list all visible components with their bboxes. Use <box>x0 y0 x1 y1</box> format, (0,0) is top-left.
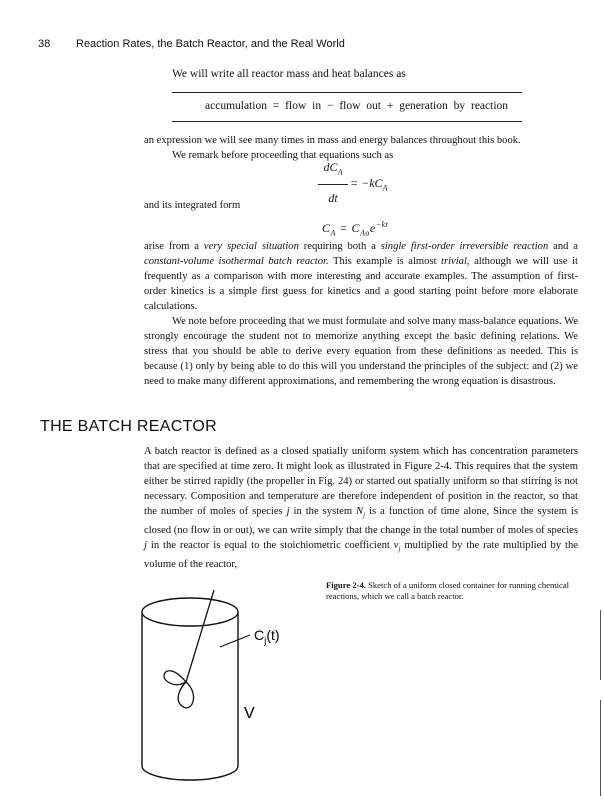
paragraph-2: arise from a very special situation requiring both a single first-order irreversible reaction and a constant-volume isothermal batch reactor. This example is almost trivial, although we will use it frequently as a comparison with more interesting and accurate examples. The assumption of first-order kinetics is a simple first guess for kinetics and a good starting point before more elaborate calculations. <box>144 241 578 312</box>
section-title: THE BATCH REACTOR <box>40 418 217 435</box>
rate-numerator: $dC_A$ <box>323 160 343 177</box>
paragraph-1-line-2: We remark before proceeding that equations such as <box>172 150 394 161</box>
rate-denominator: dt <box>328 191 338 206</box>
paragraph-3: We note before proceeding that we must formulate and solve many mass-balance equations. We strongly encourage the student not to memorize anything except the basic defining relations. We stress that you should be able to derive every equation from these definitions as needed. This is because (1) only by being able to do this will you understand the principles of the subject: and (2) we need to make many different approximations, and remembering the wrong equation is disastrous. <box>144 316 578 387</box>
vessel-bottom <box>142 766 238 780</box>
vessel-top <box>142 598 238 626</box>
equation-rule-bottom <box>172 121 522 122</box>
concentration-leader-line <box>220 635 250 647</box>
propeller-blade-1 <box>164 671 186 685</box>
figure-caption: Figure 2-4. Sketch of a uniform closed container for running chemical reactions, which we call a batch reactor. <box>326 580 570 601</box>
page-number: 38 <box>38 38 51 50</box>
equation-rule-top <box>172 92 522 93</box>
running-title: Reaction Rates, the Batch Reactor, and the Real World <box>76 38 345 50</box>
paragraph-1-line-1: an expression we will see many times in mass and energy balances throughout this book. <box>144 135 521 146</box>
stirrer-shaft <box>186 590 214 682</box>
integrated-equation: $C_A = C_{Ao}e^{-kt}$ <box>322 220 389 238</box>
propeller-blade-2 <box>178 682 193 708</box>
integrated-form-intro: and its integrated form <box>144 200 241 211</box>
balance-equation: accumulation = flow in − flow out + generation by reaction <box>205 100 509 112</box>
volume-label: V <box>244 705 255 722</box>
paragraph-4: A batch reactor is defined as a closed spatially uniform system which has concentration parameters that are specified at time zero. It might look as illustrated in Figure 2-4. This requires that the system either be stirred rapidly (the propeller in Fig. 24) or started out spatially uniform so that stirring is not necessary. Composition and temperature are therefore independent of position in the reactor, so that the number of moles of species j in the system $N_j$ is a function of time alone, Since the system is closed (no flow in or out), we can write simply that the change in the total number of moles of species j in the reactor is equal to the stoichiometric coefficient $\nu_j$ multiplied by the rate multiplied by the volume of the reactor, <box>144 446 578 571</box>
rate-equation-rhs: = $-kC_A$ <box>350 176 388 193</box>
fraction-bar <box>318 184 348 185</box>
running-header <box>38 38 345 50</box>
intro-line: We will write all reactor mass and heat balances as <box>172 68 406 80</box>
page-edge-mark <box>600 700 601 796</box>
batch-reactor-figure <box>138 590 318 790</box>
page-edge-mark <box>600 610 601 680</box>
concentration-label: $C_j(t)$ <box>254 627 280 647</box>
